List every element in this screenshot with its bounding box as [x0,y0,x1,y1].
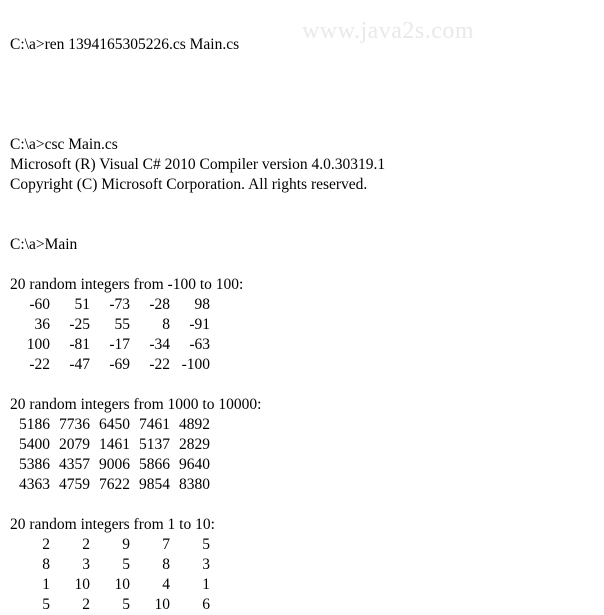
number-cell: -60 [29,296,50,313]
number-cell: 2079 [59,436,90,453]
number-cell: -63 [189,336,210,353]
number-cell: 5 [202,536,210,553]
blank-line [10,375,385,395]
number-cell: 5400 [19,436,50,453]
number-cell: 5 [122,596,130,613]
number-cell: 2 [42,536,50,553]
copyright-line: Copyright (C) Microsoft Corporation. All rights reserved. [10,176,368,193]
number-cell: 2 [82,536,90,553]
number-row [10,295,385,315]
number-cell: -81 [69,336,90,353]
main-command-line: C:\a>Main [10,236,78,253]
number-cell: 3 [82,556,90,573]
number-row [10,435,385,455]
number-cell: 8380 [179,476,210,493]
number-cell: 55 [114,316,130,333]
number-row [10,475,385,495]
number-cell: 5137 [139,436,170,453]
number-cell: 3 [202,556,210,573]
number-cell: -47 [69,356,90,373]
console-output [10,35,385,615]
number-cell: -28 [149,296,170,313]
blank-line [10,95,385,115]
number-cell: 1 [202,576,210,593]
number-row [10,595,385,615]
number-cell: 7622 [99,476,130,493]
blank-line [10,55,385,75]
number-cell: 6 [202,596,210,613]
number-cell: 8 [162,556,170,573]
number-cell: -73 [109,296,130,313]
number-cell: 9640 [179,456,210,473]
number-cell: 2 [82,596,90,613]
number-cell: 10 [154,596,170,613]
number-cell: -22 [29,356,50,373]
number-cell: 1 [42,576,50,593]
section-header: 20 random integers from 1000 to 10000: [10,396,262,413]
number-row [10,355,385,375]
number-cell: 7 [162,536,170,553]
number-cell: 4357 [59,456,90,473]
csc-command-line: C:\a>csc Main.cs [10,136,118,153]
number-row [10,555,385,575]
number-cell: -17 [109,336,130,353]
number-cell: 9 [122,536,130,553]
number-row [10,575,385,595]
number-row [10,335,385,355]
number-row [10,315,385,335]
blank-line [10,115,385,135]
number-cell: 7461 [139,416,170,433]
number-cell: -34 [149,336,170,353]
number-cell: 9854 [139,476,170,493]
number-cell: 4759 [59,476,90,493]
number-cell: 51 [74,296,90,313]
number-cell: 98 [194,296,210,313]
blank-line [10,495,385,515]
number-row [10,535,385,555]
number-cell: -100 [181,356,210,373]
number-cell: 4363 [19,476,50,493]
number-cell: 5 [122,556,130,573]
number-cell: 5186 [19,416,50,433]
blank-line [10,195,385,215]
number-cell: 10 [114,576,130,593]
number-row [10,415,385,435]
number-cell: 8 [42,556,50,573]
number-cell: 4892 [179,416,210,433]
section-header: 20 random integers from 1 to 10: [10,516,215,533]
number-cell: -25 [69,316,90,333]
number-cell: 1461 [99,436,130,453]
number-cell: 5866 [139,456,170,473]
number-cell: 36 [34,316,50,333]
section-header: 20 random integers from -100 to 100: [10,276,244,293]
number-row [10,455,385,475]
number-cell: -22 [149,356,170,373]
blank-line [10,255,385,275]
number-cell: 6450 [99,416,130,433]
number-cell: 7736 [59,416,90,433]
number-cell: 4 [162,576,170,593]
number-cell: -69 [109,356,130,373]
number-cell: 5386 [19,456,50,473]
number-cell: 100 [26,336,50,353]
number-cell: 2829 [179,436,210,453]
watermark: www.java2s.com [302,18,475,44]
blank-line [10,215,385,235]
number-cell: 10 [74,576,90,593]
number-cell: 8 [162,316,170,333]
compiler-version-line: Microsoft (R) Visual C# 2010 Compiler version 4.0.30319.1 [10,156,386,173]
blank-line [10,75,385,95]
number-cell: 5 [42,596,50,613]
number-cell: 9006 [99,456,130,473]
ren-command-line: C:\a>ren 1394165305226.cs Main.cs [10,36,240,53]
number-cell: -91 [189,316,210,333]
